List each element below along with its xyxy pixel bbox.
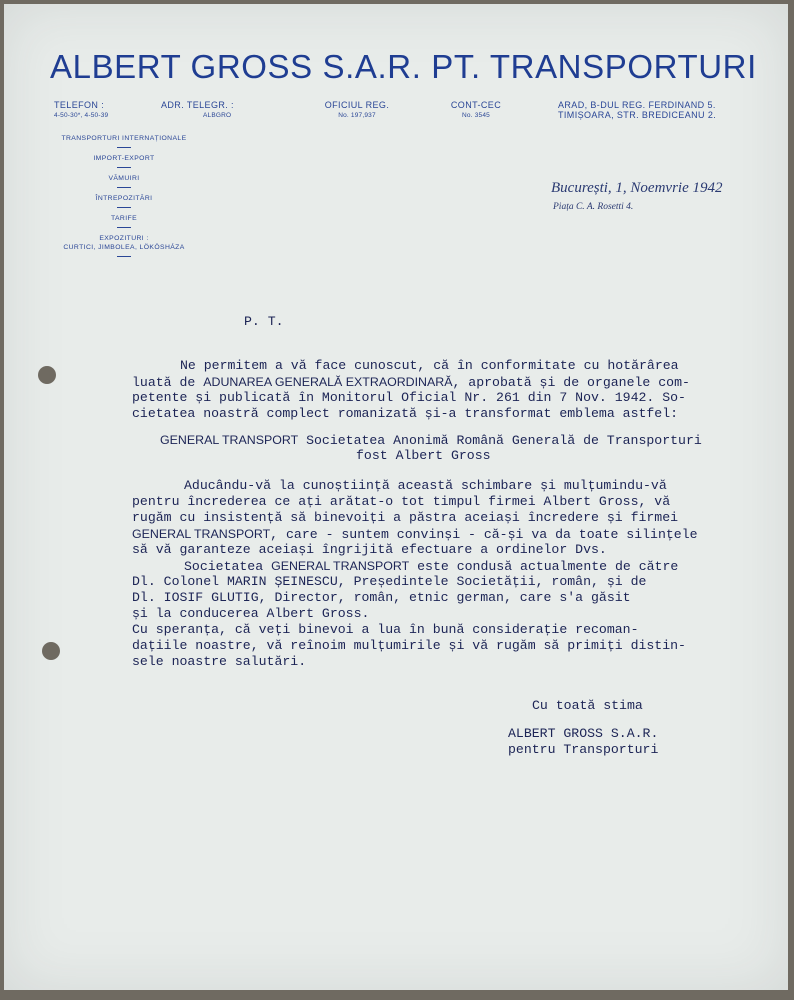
sender-address: Piața C. A. Rosetti 4. [553,202,634,212]
punch-hole [42,642,60,660]
company-title: ALBERT GROSS S.A.R. PT. TRANSPORTURI [50,48,757,85]
service-item: ÎNTREPOZITĂRI [95,195,153,202]
service-item: TRANSPORTURI INTERNAȚIONALE [61,135,187,142]
divider [117,227,131,228]
closing: Cu toată stima [532,698,643,713]
service-item: IMPORT-EXPORT [93,155,155,162]
body-line: Aducându-vă la cunoștiință această schimbare și mulțumindu-vă [184,478,667,493]
body-line: și la conducerea Albert Gross. [132,606,370,621]
service-item: CURTICI, JIMBOLEA, LÖKÖSHÁZA [63,244,185,251]
body-line: petente și publicată în Monitorul Oficial Nr. 261 din 7 Nov. 1942. So- [132,390,686,405]
body-line: GENERAL TRANSPORT, care - suntem convinși - că-și va da toate silințele [132,527,698,542]
body-line: rugăm cu insistență să binevoiți a păstra aceiași încredere și firmei [132,510,679,525]
register-info: OFICIUL REG. No. 197,937 [324,100,390,119]
letter-date: București, 1, Noemvrie 1942 [551,180,723,196]
divider [117,147,131,148]
service-item: VĂMUIRI [108,175,140,182]
body-line: Societatea GENERAL TRANSPORT este condusă actualmente de către [184,559,679,574]
salutation: P. T. [244,314,284,329]
service-item: EXPOZITURI : [99,235,149,242]
body-line: pentru încrederea ce ați arătat-o tot timpul firmei Albert Gross, vă [132,494,671,509]
former-name-line: fost Albert Gross [356,448,491,463]
body-line: cietatea noastră complect romanizată și-a transformat emblema astfel: [132,406,679,421]
divider [117,256,131,257]
phone-info: TELEFON : 4-50-30*, 4-50-39 [54,100,109,119]
body-line: Dl. IOSIF GLUTIG, Director, român, etnic german, care s'a găsit [132,590,631,605]
body-line: să vă garanteze aceiași îngrijită efectuare a ordinelor Dvs. [132,542,607,557]
cont-cec-info: CONT-CEC No. 3545 [450,100,502,119]
signatory: ALBERT GROSS S.A.R. [508,726,659,741]
body-line: sele noastre salutări. [132,654,307,669]
divider [117,187,131,188]
telegraph-info: ADR. TELEGR. : ALBGRO [161,100,234,119]
divider [117,167,131,168]
body-line: Cu speranța, că veți binevoi a lua în bună considerație recoman- [132,622,639,637]
signatory: pentru Transporturi [508,742,659,757]
body-line: dațiile noastre, vă reînoim mulțumirile și vă rugăm să primiți distin- [132,638,686,653]
body-line: Ne permitem a vă face cunoscut, că în conformitate cu hotărârea [180,358,679,373]
letter-paper [4,4,788,990]
service-item: TARIFE [110,215,138,222]
new-name-line: GENERAL TRANSPORT Societatea Anonimă Română Generală de Transporturi [160,433,702,448]
body-line: Dl. Colonel MARIN ȘEINESCU, Președintele Societății, român, și de [132,574,647,589]
services-list [48,134,200,263]
branch-addresses: ARAD, B-DUL REG. FERDINAND 5. TIMIȘOARA, STR. BREDICEANU 2. [558,100,717,120]
punch-hole [38,366,56,384]
divider [117,207,131,208]
body-line: luată de ADUNAREA GENERALĂ EXTRAORDINARĂ, aprobată și de organele com- [132,375,690,390]
